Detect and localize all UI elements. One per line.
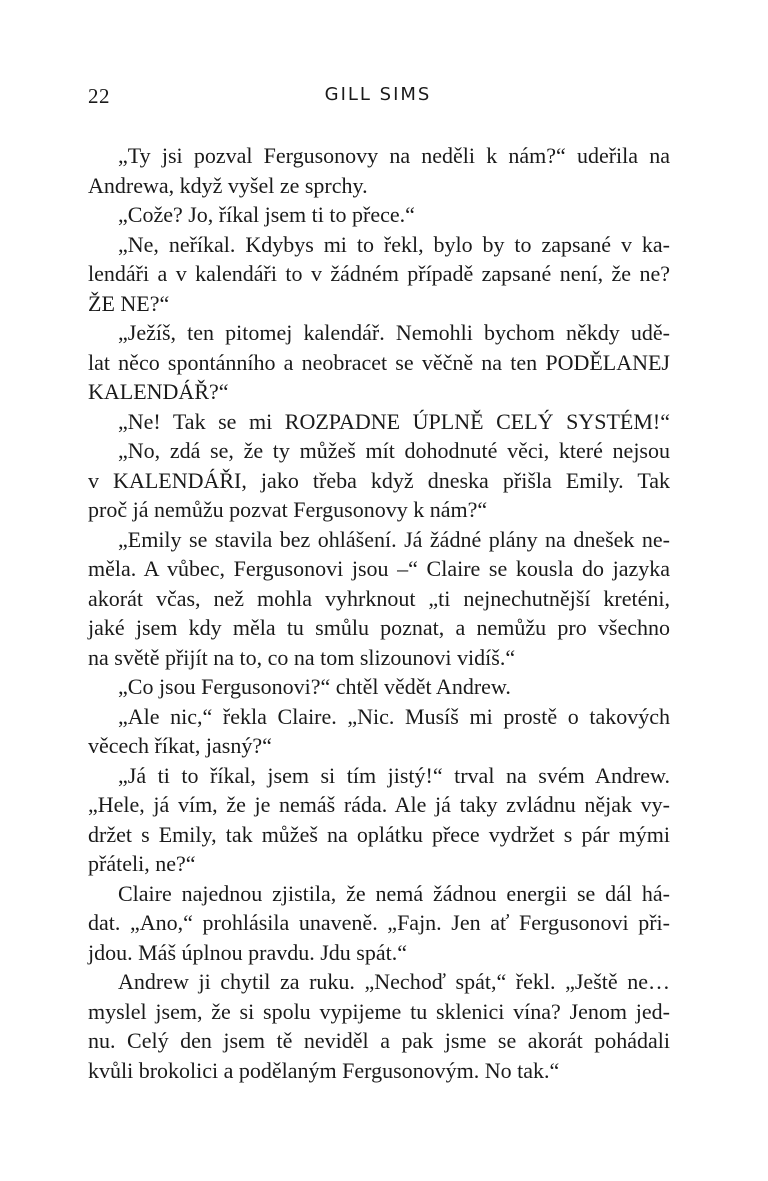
running-head: GILL SIMS xyxy=(324,84,432,105)
text-line: „Ne! Tak se mi ROZPADNE ÚPLNĚ CELÝ SYSTÉM!“ xyxy=(118,408,670,434)
text-line: nu. Celý den jsem tě neviděl a pak jsme se akorát pohádali xyxy=(88,1028,670,1053)
text-line: jaké jsem kdy měla tu smůlu poznat, a nemůžu pro všechno xyxy=(88,615,670,640)
text-line: „Ježíš, ten pitomej kalendář. Nemohli bychom někdy udě- xyxy=(118,320,670,345)
text-line: přáteli, ne?“ xyxy=(88,851,196,876)
text-line: „Co jsou Fergusonovi?“ chtěl vědět Andrew. xyxy=(118,674,511,699)
text-line: „Hele, já vím, že je nemáš ráda. Ale já taky zvládnu nějak vy- xyxy=(88,792,670,817)
text-line: „Emily se stavila bez ohlášení. Já žádné plány na dnešek ne- xyxy=(118,526,670,552)
text-line: jdou. Máš úplnou pravdu. Jdu spát.“ xyxy=(88,939,407,965)
text-line: držet s Emily, tak můžeš na oplátku přece vydržet s pár mými xyxy=(88,821,670,847)
text-line: věcech říkat, jasný?“ xyxy=(88,733,272,758)
body-text xyxy=(88,141,670,1085)
text-line: akorát včas, než mohla vyhrknout „ti nejnechutnější kreténi, xyxy=(88,585,670,611)
text-line: kvůli brokolici a podělaným Fergusonovým. No tak.“ xyxy=(88,1057,560,1083)
text-line: na světě přijít na to, co na tom slizounovi vidíš.“ xyxy=(88,644,516,670)
page-number: 22 xyxy=(88,84,110,108)
text-line: „Cože? Jo, říkal jsem ti to přece.“ xyxy=(118,202,415,227)
text-line: Claire najednou zjistila, že nemá žádnou energii se dál há- xyxy=(118,880,670,906)
page-header xyxy=(88,84,670,118)
text-line: Andrew ji chytil za ruku. „Nechoď spát,“ řekl. „Ještě ne… xyxy=(118,969,670,994)
text-line: ŽE NE?“ xyxy=(88,290,170,316)
text-line: „Já ti to říkal, jsem si tím jistý!“ trval na svém Andrew. xyxy=(118,762,670,788)
text-line: proč já nemůžu pozvat Fergusonovy k nám?“ xyxy=(88,497,488,522)
text-line: KALENDÁŘ?“ xyxy=(88,379,229,404)
text-line: lendáři a v kalendáři to v žádném případě zapsané není, že ne? xyxy=(88,261,670,286)
text-line: „Ty jsi pozval Fergusonovy na neděli k nám?“ udeřila na xyxy=(118,143,670,168)
text-line: „Ne, neříkal. Kdybys mi to řekl, bylo by to zapsané v ka- xyxy=(118,231,670,257)
text-line: „Ale nic,“ řekla Claire. „Nic. Musíš mi prostě o takových xyxy=(118,703,670,729)
text-line: dat. „Ano,“ prohlásila unaveně. „Fajn. Jen ať Fergusonovi při- xyxy=(88,910,670,935)
text-line: lat něco spontánního a neobracet se věčně na ten PODĚLANEJ xyxy=(88,349,670,375)
text-line: měla. A vůbec, Fergusonovi jsou –“ Claire se kousla do jazyka xyxy=(88,556,670,581)
text-line: Andrewa, když vyšel ze sprchy. xyxy=(88,172,368,198)
text-line: „No, zdá se, že ty můžeš mít dohodnuté věci, které nejsou xyxy=(118,438,670,463)
text-line: myslel jsem, že si spolu vypijeme tu sklenici vína? Jenom jed- xyxy=(88,998,670,1024)
text-line: v KALENDÁŘI, jako třeba když dneska přišla Emily. Tak xyxy=(88,467,670,493)
